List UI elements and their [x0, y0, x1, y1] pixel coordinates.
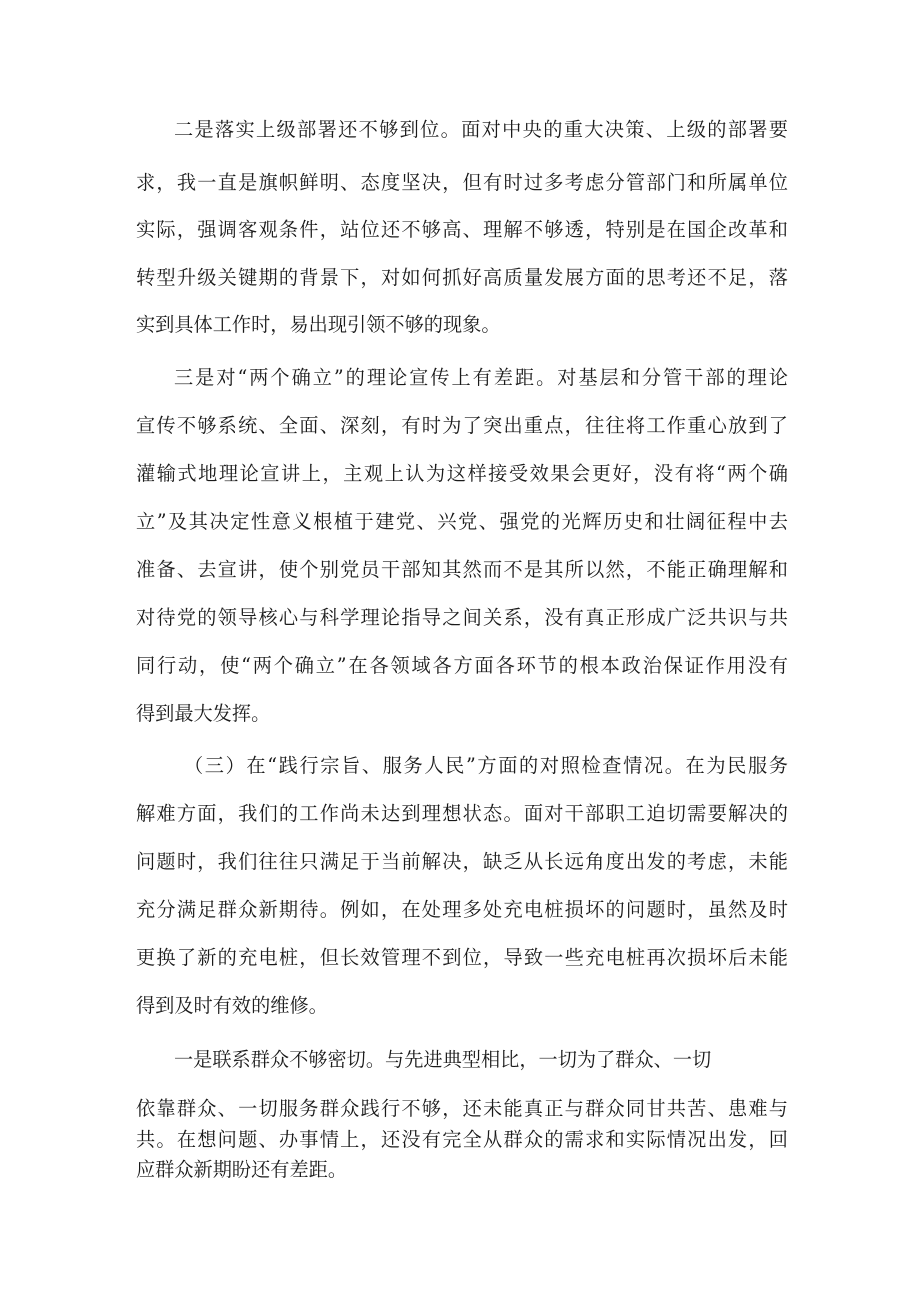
paragraph-line: 三是对“两个确立”的理论宣传上有差距。对基层和分管干部的理论	[174, 366, 788, 389]
paragraph-line: 二是落实上级部署还不够到位。面对中央的重大决策、上级的部署要	[174, 118, 788, 141]
section-heading-line: （三）在“践行宗旨、服务人民”方面的对照检查情况。在为民服务	[184, 754, 788, 777]
paragraph-line: 转型升级关键期的背景下，对如何抓好高质量发展方面的思考还不足，落	[136, 266, 788, 289]
paragraph-line: 充分满足群众新期待。例如，在处理多处充电桩损坏的问题时，虽然及时	[136, 898, 788, 921]
paragraph-line: 问题时，我们往往只满足于当前解决，缺乏从长远角度出发的考虑，未能	[136, 850, 788, 873]
paragraph-line: 准备、去宣讲，使个别党员干部知其然而不是其所以然，不能正确理解和	[136, 558, 788, 581]
paragraph-line: 实到具体工作时，易出现引领不够的现象。	[136, 313, 501, 336]
paragraph-line: 共。在想问题、办事情上，还没有完全从群众的需求和实际情况出发，回	[136, 1128, 788, 1151]
paragraph-line: 求，我一直是旗帜鲜明、态度坚决，但有时过多考虑分管部门和所属单位	[136, 171, 788, 194]
paragraph-line: 对待党的领导核心与科学理论指导之间关系，没有真正形成广泛共识与共	[136, 606, 788, 629]
paragraph-line: 同行动，使“两个确立”在各领域各方面各环节的根本政治保证作用没有	[136, 654, 788, 677]
paragraph-line: 立”及其决定性意义根植于建党、兴党、强党的光辉历史和壮阔征程中去	[136, 510, 788, 533]
paragraph-line: 得到及时有效的维修。	[136, 994, 328, 1017]
paragraph-line: 解难方面，我们的工作尚未达到理想状态。面对干部职工迫切需要解决的	[136, 802, 788, 825]
paragraph-line: 宣传不够系统、全面、深刻，有时为了突出重点，往往将工作重心放到了	[136, 414, 788, 437]
paragraph-line: 更换了新的充电桩，但长效管理不到位，导致一些充电桩再次损坏后未能	[136, 946, 788, 969]
paragraph-line: 应群众新期盼还有差距。	[136, 1158, 348, 1181]
paragraph-line: 一是联系群众不够密切。与先进典型相比，一切为了群众、一切	[174, 1048, 712, 1071]
paragraph-line: 得到最大发挥。	[136, 702, 271, 725]
paragraph-line: 灌输式地理论宣讲上，主观上认为这样接受效果会更好，没有将“两个确	[136, 462, 788, 485]
paragraph-line: 实际，强调客观条件，站位还不够高、理解不够透，特别是在国企改革和	[136, 218, 788, 241]
paragraph-line: 依靠群众、一切服务群众践行不够，还未能真正与群众同甘共苦、患难与	[136, 1097, 788, 1120]
